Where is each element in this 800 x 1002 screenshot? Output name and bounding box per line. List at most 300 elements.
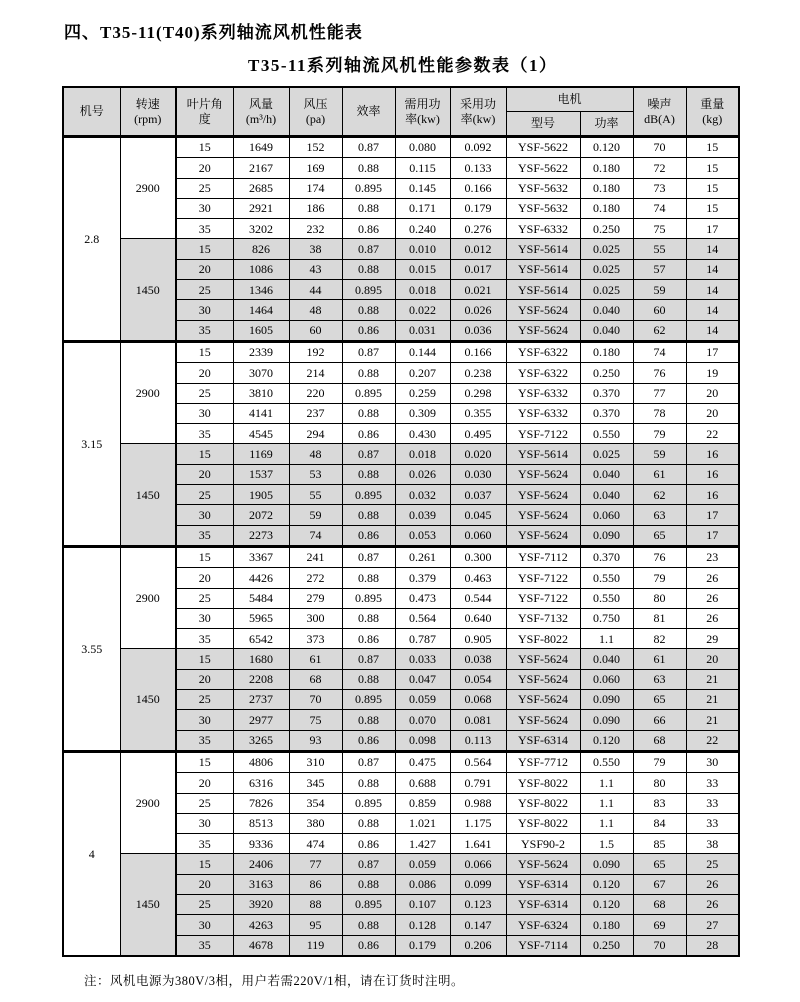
noise-cell: 59 <box>633 280 686 300</box>
adopted-power-cell: 0.463 <box>450 568 506 588</box>
motor-model-cell: YSF-6324 <box>506 915 580 935</box>
blade-angle-cell: 35 <box>176 730 233 751</box>
efficiency-cell: 0.895 <box>342 280 395 300</box>
air-pressure-cell: 186 <box>289 198 342 218</box>
efficiency-cell: 0.88 <box>342 198 395 218</box>
air-volume-cell: 3920 <box>233 894 289 914</box>
col-header-motor-model: 型号 <box>506 112 580 137</box>
noise-cell: 68 <box>633 730 686 751</box>
air-volume-cell: 3367 <box>233 546 289 567</box>
air-volume-cell: 2977 <box>233 710 289 730</box>
air-volume-cell: 2737 <box>233 690 289 710</box>
motor-power-cell: 0.750 <box>580 608 633 628</box>
efficiency-cell: 0.895 <box>342 690 395 710</box>
air-pressure-cell: 59 <box>289 505 342 525</box>
blade-angle-cell: 25 <box>176 485 233 505</box>
required-power-cell: 0.018 <box>395 280 450 300</box>
motor-power-cell: 0.370 <box>580 546 633 567</box>
required-power-cell: 0.240 <box>395 219 450 239</box>
table-row <box>63 239 739 259</box>
air-pressure-cell: 68 <box>289 669 342 689</box>
adopted-power-cell: 0.113 <box>450 730 506 751</box>
air-pressure-cell: 44 <box>289 280 342 300</box>
noise-cell: 61 <box>633 464 686 484</box>
air-pressure-cell: 53 <box>289 464 342 484</box>
weight-cell: 26 <box>686 568 739 588</box>
required-power-cell: 0.053 <box>395 525 450 546</box>
motor-power-cell: 0.180 <box>580 158 633 178</box>
efficiency-cell: 0.895 <box>342 894 395 914</box>
required-power-cell: 0.261 <box>395 546 450 567</box>
air-pressure-cell: 232 <box>289 219 342 239</box>
noise-cell: 67 <box>633 874 686 894</box>
blade-angle-cell: 20 <box>176 158 233 178</box>
motor-power-cell: 0.180 <box>580 341 633 362</box>
efficiency-cell: 0.86 <box>342 219 395 239</box>
air-volume-cell: 1905 <box>233 485 289 505</box>
air-volume-cell: 1086 <box>233 259 289 279</box>
adopted-power-cell: 0.081 <box>450 710 506 730</box>
efficiency-cell: 0.88 <box>342 403 395 423</box>
weight-cell: 21 <box>686 690 739 710</box>
air-pressure-cell: 294 <box>289 424 342 444</box>
weight-cell: 20 <box>686 403 739 423</box>
air-pressure-cell: 354 <box>289 793 342 813</box>
speed-cell: 2900 <box>120 137 176 239</box>
machine-no-cell: 4 <box>63 751 120 955</box>
noise-cell: 84 <box>633 813 686 833</box>
motor-model-cell: YSF-5624 <box>506 669 580 689</box>
efficiency-cell: 0.88 <box>342 608 395 628</box>
motor-model-cell: YSF-8022 <box>506 629 580 649</box>
motor-model-cell: YSF-5624 <box>506 485 580 505</box>
motor-model-cell: YSF-5624 <box>506 320 580 341</box>
efficiency-cell: 0.88 <box>342 710 395 730</box>
air-pressure-cell: 48 <box>289 300 342 320</box>
table-row <box>63 751 739 772</box>
required-power-cell: 0.059 <box>395 690 450 710</box>
required-power-cell: 0.015 <box>395 259 450 279</box>
noise-cell: 81 <box>633 608 686 628</box>
air-volume-cell: 2273 <box>233 525 289 546</box>
blade-angle-cell: 25 <box>176 280 233 300</box>
air-volume-cell: 2685 <box>233 178 289 198</box>
motor-model-cell: YSF-6322 <box>506 341 580 362</box>
required-power-cell: 0.010 <box>395 239 450 259</box>
required-power-cell: 0.031 <box>395 320 450 341</box>
noise-cell: 76 <box>633 546 686 567</box>
air-pressure-cell: 214 <box>289 363 342 383</box>
adopted-power-cell: 0.544 <box>450 588 506 608</box>
motor-power-cell: 0.550 <box>580 568 633 588</box>
blade-angle-cell: 35 <box>176 834 233 854</box>
motor-model-cell: YSF-6332 <box>506 219 580 239</box>
required-power-cell: 0.564 <box>395 608 450 628</box>
air-volume-cell: 4141 <box>233 403 289 423</box>
motor-model-cell: YSF-7712 <box>506 751 580 772</box>
weight-cell: 26 <box>686 894 739 914</box>
efficiency-cell: 0.86 <box>342 730 395 751</box>
motor-power-cell: 0.090 <box>580 710 633 730</box>
air-pressure-cell: 300 <box>289 608 342 628</box>
blade-angle-cell: 30 <box>176 505 233 525</box>
required-power-cell: 0.171 <box>395 198 450 218</box>
noise-cell: 68 <box>633 894 686 914</box>
noise-cell: 62 <box>633 320 686 341</box>
table-row <box>63 137 739 158</box>
speed-cell: 1450 <box>120 444 176 546</box>
noise-cell: 65 <box>633 690 686 710</box>
air-pressure-cell: 95 <box>289 915 342 935</box>
adopted-power-cell: 0.988 <box>450 793 506 813</box>
motor-power-cell: 1.1 <box>580 793 633 813</box>
adopted-power-cell: 0.066 <box>450 854 506 874</box>
weight-cell: 33 <box>686 773 739 793</box>
efficiency-cell: 0.88 <box>342 505 395 525</box>
required-power-cell: 0.070 <box>395 710 450 730</box>
efficiency-cell: 0.87 <box>342 239 395 259</box>
adopted-power-cell: 0.640 <box>450 608 506 628</box>
motor-model-cell: YSF-7114 <box>506 935 580 956</box>
weight-cell: 14 <box>686 320 739 341</box>
weight-cell: 33 <box>686 793 739 813</box>
blade-angle-cell: 20 <box>176 259 233 279</box>
air-pressure-cell: 192 <box>289 341 342 362</box>
col-header-blade-angle: 叶片角 度 <box>176 87 233 137</box>
required-power-cell: 0.207 <box>395 363 450 383</box>
blade-angle-cell: 25 <box>176 588 233 608</box>
motor-model-cell: YSF-5624 <box>506 525 580 546</box>
air-volume-cell: 1605 <box>233 320 289 341</box>
col-header-machine-no: 机号 <box>63 87 120 137</box>
col-header-motor: 电机 <box>506 87 633 112</box>
required-power-cell: 0.086 <box>395 874 450 894</box>
air-pressure-cell: 152 <box>289 137 342 158</box>
weight-cell: 28 <box>686 935 739 956</box>
noise-cell: 76 <box>633 363 686 383</box>
motor-power-cell: 0.120 <box>580 874 633 894</box>
efficiency-cell: 0.88 <box>342 874 395 894</box>
motor-model-cell: YSF-5622 <box>506 137 580 158</box>
machine-no-cell: 2.8 <box>63 137 120 342</box>
blade-angle-cell: 15 <box>176 444 233 464</box>
motor-power-cell: 0.060 <box>580 505 633 525</box>
efficiency-cell: 0.86 <box>342 525 395 546</box>
air-pressure-cell: 174 <box>289 178 342 198</box>
noise-cell: 65 <box>633 854 686 874</box>
adopted-power-cell: 0.300 <box>450 546 506 567</box>
air-pressure-cell: 86 <box>289 874 342 894</box>
required-power-cell: 0.115 <box>395 158 450 178</box>
adopted-power-cell: 0.038 <box>450 649 506 669</box>
adopted-power-cell: 0.045 <box>450 505 506 525</box>
noise-cell: 60 <box>633 300 686 320</box>
noise-cell: 78 <box>633 403 686 423</box>
weight-cell: 15 <box>686 178 739 198</box>
air-pressure-cell: 55 <box>289 485 342 505</box>
air-volume-cell: 1346 <box>233 280 289 300</box>
col-header-adopted-power: 采用功 率(kw) <box>450 87 506 137</box>
weight-cell: 14 <box>686 280 739 300</box>
air-volume-cell: 5965 <box>233 608 289 628</box>
blade-angle-cell: 20 <box>176 363 233 383</box>
required-power-cell: 0.473 <box>395 588 450 608</box>
required-power-cell: 0.475 <box>395 751 450 772</box>
col-header-motor-power: 功率 <box>580 112 633 137</box>
motor-model-cell: YSF-5624 <box>506 649 580 669</box>
efficiency-cell: 0.895 <box>342 793 395 813</box>
required-power-cell: 0.026 <box>395 464 450 484</box>
adopted-power-cell: 0.123 <box>450 894 506 914</box>
required-power-cell: 1.021 <box>395 813 450 833</box>
col-header-required-power: 需用功 率(kw) <box>395 87 450 137</box>
machine-no-cell: 3.55 <box>63 546 120 751</box>
adopted-power-cell: 0.905 <box>450 629 506 649</box>
motor-power-cell: 0.040 <box>580 300 633 320</box>
speed-cell: 1450 <box>120 649 176 751</box>
weight-cell: 15 <box>686 137 739 158</box>
speed-cell: 2900 <box>120 751 176 853</box>
motor-power-cell: 0.025 <box>580 239 633 259</box>
efficiency-cell: 0.88 <box>342 259 395 279</box>
air-volume-cell: 3163 <box>233 874 289 894</box>
weight-cell: 26 <box>686 608 739 628</box>
motor-model-cell: YSF-7122 <box>506 424 580 444</box>
motor-power-cell: 0.250 <box>580 363 633 383</box>
air-volume-cell: 2921 <box>233 198 289 218</box>
weight-cell: 21 <box>686 669 739 689</box>
weight-cell: 15 <box>686 158 739 178</box>
motor-model-cell: YSF-5624 <box>506 464 580 484</box>
weight-cell: 26 <box>686 588 739 608</box>
motor-model-cell: YSF-7122 <box>506 588 580 608</box>
noise-cell: 59 <box>633 444 686 464</box>
motor-model-cell: YSF-7112 <box>506 546 580 567</box>
efficiency-cell: 0.88 <box>342 813 395 833</box>
noise-cell: 70 <box>633 935 686 956</box>
motor-model-cell: YSF-7122 <box>506 568 580 588</box>
motor-model-cell: YSF-6314 <box>506 874 580 894</box>
air-pressure-cell: 119 <box>289 935 342 956</box>
noise-cell: 55 <box>633 239 686 259</box>
air-volume-cell: 4678 <box>233 935 289 956</box>
required-power-cell: 0.144 <box>395 341 450 362</box>
air-pressure-cell: 220 <box>289 383 342 403</box>
table-row <box>63 444 739 464</box>
weight-cell: 17 <box>686 219 739 239</box>
blade-angle-cell: 15 <box>176 751 233 772</box>
weight-cell: 22 <box>686 730 739 751</box>
motor-model-cell: YSF-6322 <box>506 363 580 383</box>
motor-model-cell: YSF-8022 <box>506 773 580 793</box>
weight-cell: 16 <box>686 464 739 484</box>
motor-model-cell: YSF-8022 <box>506 793 580 813</box>
noise-cell: 72 <box>633 158 686 178</box>
motor-power-cell: 1.1 <box>580 813 633 833</box>
blade-angle-cell: 15 <box>176 546 233 567</box>
motor-power-cell: 0.550 <box>580 751 633 772</box>
air-volume-cell: 4545 <box>233 424 289 444</box>
blade-angle-cell: 25 <box>176 383 233 403</box>
weight-cell: 22 <box>686 424 739 444</box>
blade-angle-cell: 35 <box>176 629 233 649</box>
adopted-power-cell: 0.166 <box>450 178 506 198</box>
blade-angle-cell: 20 <box>176 874 233 894</box>
air-volume-cell: 3265 <box>233 730 289 751</box>
adopted-power-cell: 0.166 <box>450 341 506 362</box>
efficiency-cell: 0.87 <box>342 546 395 567</box>
efficiency-cell: 0.86 <box>342 935 395 956</box>
motor-model-cell: YSF-6314 <box>506 894 580 914</box>
motor-power-cell: 0.040 <box>580 485 633 505</box>
required-power-cell: 0.080 <box>395 137 450 158</box>
motor-model-cell: YSF-6332 <box>506 403 580 423</box>
adopted-power-cell: 0.238 <box>450 363 506 383</box>
weight-cell: 33 <box>686 813 739 833</box>
motor-model-cell: YSF-5632 <box>506 178 580 198</box>
blade-angle-cell: 30 <box>176 710 233 730</box>
air-pressure-cell: 474 <box>289 834 342 854</box>
motor-power-cell: 0.090 <box>580 690 633 710</box>
speed-cell: 1450 <box>120 854 176 956</box>
table-body <box>63 137 739 956</box>
efficiency-cell: 0.86 <box>342 320 395 341</box>
efficiency-cell: 0.87 <box>342 854 395 874</box>
adopted-power-cell: 0.099 <box>450 874 506 894</box>
air-volume-cell: 1537 <box>233 464 289 484</box>
weight-cell: 27 <box>686 915 739 935</box>
air-volume-cell: 2406 <box>233 854 289 874</box>
efficiency-cell: 0.88 <box>342 915 395 935</box>
efficiency-cell: 0.87 <box>342 341 395 362</box>
adopted-power-cell: 0.017 <box>450 259 506 279</box>
adopted-power-cell: 0.355 <box>450 403 506 423</box>
col-header-air-volume: 风量 (m³/h) <box>233 87 289 137</box>
adopted-power-cell: 0.564 <box>450 751 506 772</box>
motor-power-cell: 0.120 <box>580 730 633 751</box>
speed-cell: 2900 <box>120 341 176 443</box>
efficiency-cell: 0.87 <box>342 649 395 669</box>
noise-cell: 85 <box>633 834 686 854</box>
blade-angle-cell: 25 <box>176 178 233 198</box>
air-pressure-cell: 279 <box>289 588 342 608</box>
air-volume-cell: 3810 <box>233 383 289 403</box>
adopted-power-cell: 0.068 <box>450 690 506 710</box>
efficiency-cell: 0.88 <box>342 363 395 383</box>
air-volume-cell: 2072 <box>233 505 289 525</box>
weight-cell: 20 <box>686 383 739 403</box>
blade-angle-cell: 20 <box>176 773 233 793</box>
required-power-cell: 0.430 <box>395 424 450 444</box>
adopted-power-cell: 0.030 <box>450 464 506 484</box>
motor-model-cell: YSF-6314 <box>506 730 580 751</box>
blade-angle-cell: 15 <box>176 649 233 669</box>
col-header-speed: 转速 (rpm) <box>120 87 176 137</box>
air-volume-cell: 5484 <box>233 588 289 608</box>
weight-cell: 17 <box>686 505 739 525</box>
required-power-cell: 0.379 <box>395 568 450 588</box>
blade-angle-cell: 35 <box>176 219 233 239</box>
table-header <box>63 87 739 137</box>
adopted-power-cell: 0.020 <box>450 444 506 464</box>
blade-angle-cell: 25 <box>176 690 233 710</box>
efficiency-cell: 0.88 <box>342 773 395 793</box>
motor-model-cell: YSF-5632 <box>506 198 580 218</box>
air-volume-cell: 3202 <box>233 219 289 239</box>
motor-model-cell: YSF90-2 <box>506 834 580 854</box>
motor-model-cell: YSF-5614 <box>506 259 580 279</box>
air-volume-cell: 4426 <box>233 568 289 588</box>
required-power-cell: 0.787 <box>395 629 450 649</box>
blade-angle-cell: 35 <box>176 424 233 444</box>
efficiency-cell: 0.87 <box>342 751 395 772</box>
air-volume-cell: 1680 <box>233 649 289 669</box>
motor-power-cell: 0.250 <box>580 935 633 956</box>
air-volume-cell: 6542 <box>233 629 289 649</box>
motor-power-cell: 0.550 <box>580 424 633 444</box>
required-power-cell: 0.259 <box>395 383 450 403</box>
adopted-power-cell: 0.036 <box>450 320 506 341</box>
adopted-power-cell: 1.175 <box>450 813 506 833</box>
air-pressure-cell: 77 <box>289 854 342 874</box>
blade-angle-cell: 30 <box>176 915 233 935</box>
adopted-power-cell: 0.092 <box>450 137 506 158</box>
weight-cell: 14 <box>686 259 739 279</box>
motor-power-cell: 1.1 <box>580 773 633 793</box>
col-header-efficiency: 效率 <box>342 87 395 137</box>
motor-power-cell: 1.1 <box>580 629 633 649</box>
air-pressure-cell: 88 <box>289 894 342 914</box>
weight-cell: 29 <box>686 629 739 649</box>
air-volume-cell: 9336 <box>233 834 289 854</box>
air-volume-cell: 826 <box>233 239 289 259</box>
table-title: T35-11系列轴流风机性能参数表（1） <box>248 56 558 75</box>
motor-model-cell: YSF-8022 <box>506 813 580 833</box>
efficiency-cell: 0.895 <box>342 588 395 608</box>
motor-power-cell: 0.090 <box>580 525 633 546</box>
noise-cell: 63 <box>633 505 686 525</box>
weight-cell: 16 <box>686 485 739 505</box>
air-pressure-cell: 237 <box>289 403 342 423</box>
adopted-power-cell: 0.012 <box>450 239 506 259</box>
noise-cell: 75 <box>633 219 686 239</box>
blade-angle-cell: 30 <box>176 608 233 628</box>
air-pressure-cell: 75 <box>289 710 342 730</box>
required-power-cell: 1.427 <box>395 834 450 854</box>
motor-model-cell: YSF-5624 <box>506 690 580 710</box>
noise-cell: 70 <box>633 137 686 158</box>
air-pressure-cell: 48 <box>289 444 342 464</box>
adopted-power-cell: 0.495 <box>450 424 506 444</box>
efficiency-cell: 0.86 <box>342 629 395 649</box>
weight-cell: 16 <box>686 444 739 464</box>
efficiency-cell: 0.895 <box>342 383 395 403</box>
required-power-cell: 0.022 <box>395 300 450 320</box>
required-power-cell: 0.179 <box>395 935 450 956</box>
machine-no-cell: 3.15 <box>63 341 120 546</box>
required-power-cell: 0.145 <box>395 178 450 198</box>
blade-angle-cell: 15 <box>176 137 233 158</box>
required-power-cell: 0.688 <box>395 773 450 793</box>
efficiency-cell: 0.87 <box>342 444 395 464</box>
air-volume-cell: 2167 <box>233 158 289 178</box>
efficiency-cell: 0.86 <box>342 424 395 444</box>
weight-cell: 19 <box>686 363 739 383</box>
air-volume-cell: 1169 <box>233 444 289 464</box>
page-title: 四、T35-11(T40)系列轴流风机性能表 <box>64 23 363 42</box>
noise-cell: 66 <box>633 710 686 730</box>
motor-power-cell: 0.370 <box>580 383 633 403</box>
